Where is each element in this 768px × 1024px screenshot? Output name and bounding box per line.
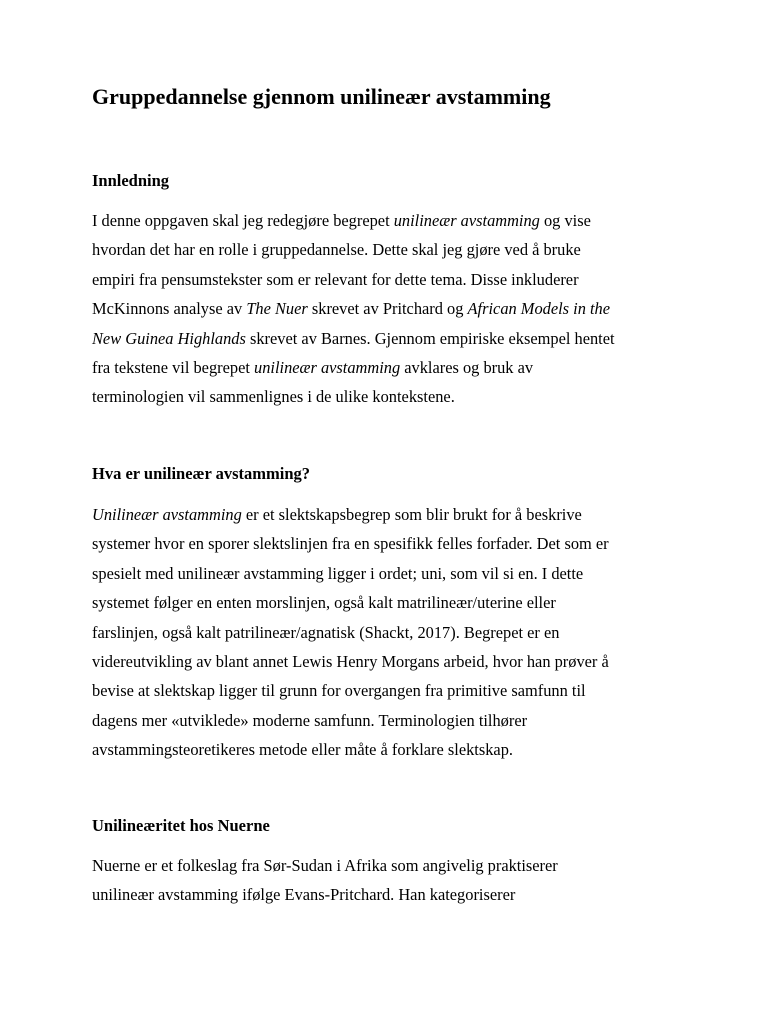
text-line — [92, 382, 692, 411]
paragraph-nuerne — [92, 851, 692, 910]
text-line — [92, 235, 692, 264]
paragraph-hva-er — [92, 500, 692, 765]
text-run: farslinjen, også kalt patrilineær/agnatisk (Shackt, 2017). Begrepet er en — [92, 622, 560, 642]
section-heading-innledning: Innledning — [92, 171, 170, 190]
italic-term: unilineær avstamming — [393, 211, 540, 230]
text-run: skrevet av Barnes. Gjennom empiriske eksempel hentet — [245, 328, 615, 348]
text-run: og vise — [539, 211, 591, 230]
text-run: I denne oppgaven skal jeg redegjøre begrepet — [92, 211, 394, 230]
text-run: empiri fra pensumstekster som er relevant for dette tema. Disse inkluderer — [92, 269, 579, 289]
text-run: avklares og bruk av — [400, 357, 534, 377]
text-line — [92, 880, 692, 909]
text-line — [92, 294, 692, 323]
text-run: videreutvikling av blant annet Lewis Henry Morgans arbeid, hvor han prøver å — [92, 651, 609, 671]
text-line — [92, 559, 692, 588]
text-line — [92, 500, 692, 529]
text-run: terminologien vil sammenlignes i de ulike kontekstene. — [92, 387, 455, 407]
text-line — [92, 735, 692, 764]
text-run: hvordan det har en rolle i gruppedannelse. Dette skal jeg gjøre ved å bruke — [92, 240, 581, 260]
text-run: dagens mer «utviklede» moderne samfunn. Terminologien tilhører — [92, 710, 528, 730]
text-line — [92, 206, 692, 235]
text-run: systemer hvor en sporer slektslinjen fra en spesifikk felles forfader. Det som er — [92, 534, 609, 554]
text-line — [92, 265, 692, 294]
text-line — [92, 676, 692, 705]
text-line — [92, 851, 692, 880]
document-title: Gruppedannelse gjennom unilineær avstamming — [92, 84, 551, 109]
text-line — [92, 647, 692, 676]
text-line — [92, 529, 692, 558]
section-heading-nuerne: Unilineæritet hos Nuerne — [92, 816, 270, 835]
text-run: skrevet av Pritchard og — [307, 299, 468, 319]
italic-term: Unilineær avstamming — [92, 505, 242, 524]
section-heading-hva-er: Hva er unilineær avstamming? — [92, 464, 311, 483]
italic-term: New Guinea Highlands — [92, 328, 246, 348]
text-run: er et slektskapsbegrep som blir brukt for å beskrive — [241, 505, 582, 524]
text-run: Nuerne er et folkeslag fra Sør-Sudan i Afrika som angivelig praktiserer — [92, 856, 558, 875]
text-run: systemet følger en enten morslinjen, også kalt matrilineær/uterine eller — [92, 593, 556, 613]
text-run: bevise at slektskap ligger til grunn for overgangen fra primitive samfunn til — [92, 681, 586, 701]
text-run: fra tekstene vil begrepet — [92, 357, 255, 377]
italic-term: African Models in the — [467, 299, 611, 319]
text-line — [92, 618, 692, 647]
text-run: McKinnons analyse av — [92, 299, 247, 319]
text-run: avstammingsteoretikeres metode eller måte å forklare slektskap. — [92, 740, 513, 760]
paragraph-innledning — [92, 206, 692, 412]
text-line — [92, 588, 692, 617]
text-run: spesielt med unilineær avstamming ligger i ordet; uni, som vil si en. I dette — [92, 563, 584, 583]
italic-term: unilineær avstamming — [254, 357, 401, 377]
text-line — [92, 324, 692, 353]
text-run: unilineær avstamming ifølge Evans-Pritchard. Han kategoriserer — [92, 885, 516, 905]
text-line — [92, 353, 692, 382]
text-line — [92, 706, 692, 735]
italic-term: The Nuer — [246, 299, 308, 319]
